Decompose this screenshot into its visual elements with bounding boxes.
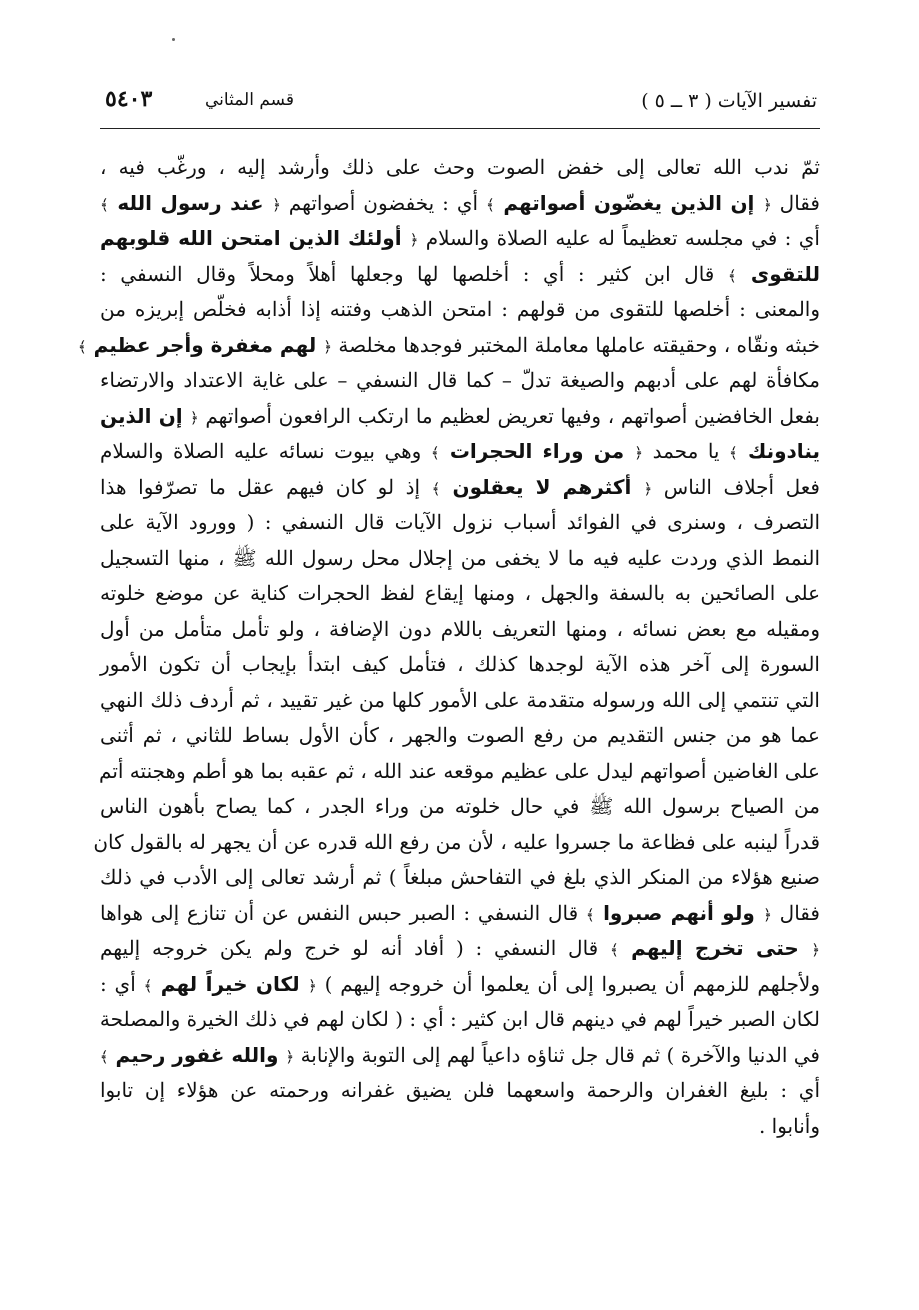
- header-title: تفسير الآيات ( ٣ ــ ٥ ): [641, 90, 817, 112]
- commentary-text: التي تنتمي إلى الله ورسوله متقدمة على الأمور كلها من غير تقييد ، ثم أردف ذلك النهي: [100, 687, 820, 712]
- commentary-text: بفعل الخافضين أصواتهم ، وفيها تعريض لعظيم ما ارتكب الرافعون أصواتهم: [198, 403, 820, 428]
- commentary-text: وأنابوا .: [758, 1113, 820, 1138]
- text-line: [100, 1002, 820, 1038]
- commentary-text: صنيع هؤلاء من المنكر الذي بلغ في التفاحش مبلغاً ) ثم أرشد تعالى إلى الأدب في ذلك: [100, 865, 820, 889]
- commentary-text: على الصائحين به بالسفة والجهل ، ومنها إيقاع لفظ الحجرات كناية عن موضع خلوته: [100, 581, 821, 605]
- commentary-text: مكافأة لهم على أدبهم والصيغة تدلّ – كما قال النسفي – على غاية الاعتداد والارتضاء: [100, 368, 820, 392]
- quran-verse: عند رسول الله: [108, 190, 273, 215]
- verse-bracket: ﴿: [285, 1047, 295, 1066]
- verse-bracket: ﴿: [323, 337, 333, 356]
- text-line: [100, 1109, 820, 1145]
- verse-bracket: ﴾: [100, 195, 109, 214]
- scan-speck: [172, 38, 175, 41]
- verse-bracket: ﴿: [634, 444, 644, 462]
- text-line: [93, 825, 820, 861]
- text-line: [100, 399, 820, 435]
- text-line: [100, 576, 820, 612]
- verse-bracket: ﴾: [585, 905, 595, 924]
- commentary-text: على الغاضين أصواتهم ليدل على عظيم موقعه عند الله ، ثم عقبه بما هو أطم وهجنته أتم: [99, 758, 820, 783]
- verse-bracket: ﴾: [143, 976, 153, 995]
- text-line: [100, 683, 820, 719]
- commentary-text: التصرف ، وسنرى في الفوائد أسباب نزول الآيات قال النسفي : ( وورود الآية على: [100, 510, 820, 534]
- page-number: ٥٤٠٣: [105, 86, 153, 112]
- text-line: [100, 434, 820, 470]
- verse-bracket: ﴿: [762, 195, 772, 214]
- text-line: [100, 505, 820, 541]
- verse-bracket: ﴿: [811, 941, 820, 959]
- text-line: [100, 967, 820, 1003]
- text-line: [100, 931, 820, 967]
- commentary-text: فعل أجلاف الناس: [652, 474, 820, 499]
- text-line: [100, 754, 820, 790]
- verse-bracket: ﴿: [308, 976, 317, 995]
- text-line: [100, 221, 820, 257]
- text-line: [100, 541, 820, 577]
- commentary-text: قدراً لينبه على فظاعة ما جسروا عليه ، لأن من رفع الله قدره عن أن يجهر له بالقول كان: [93, 829, 820, 854]
- commentary-text: من الصياح برسول الله ﷺ في حال خلوته من وراء الجدر ، كما يصاح بأهون الناس: [100, 794, 820, 818]
- commentary-text: قال النسفي : ( أفاد أنه لو خرج ولم يكن خروجه إليهم: [100, 936, 610, 960]
- verse-bracket: ﴿: [189, 408, 199, 427]
- text-line: [100, 292, 820, 328]
- quran-verse: والله غفور رحيم: [108, 1042, 286, 1067]
- text-line: [100, 647, 820, 683]
- running-header: [105, 82, 817, 124]
- verse-bracket: ﴾: [609, 941, 619, 959]
- verse-bracket: ﴾: [486, 195, 495, 214]
- commentary-text: ومقيله مع بعض نسائه ، ومنها التعريف باللام دون الإضافة ، ولو تأمل متأمل من أول: [100, 616, 820, 641]
- commentary-text: السورة إلى آخر هذه الآية لوجدها كذلك ، فتأمل كيف ابتدأ بإيجاب أن تكون الأمور: [100, 652, 820, 676]
- commentary-text: والمعنى : أخلصها للتقوى من قولهم : امتحن الذهب وفتنه إذا أذابه فخلّص إبريزه من: [100, 297, 820, 321]
- commentary-text: في الدنيا والآخرة ) ثم قال جل ثناؤه داعياً لهم إلى التوبة والإنابة: [294, 1042, 820, 1067]
- quran-verse: من وراء الحجرات: [439, 439, 635, 463]
- verse-bracket: ﴿: [409, 231, 419, 249]
- commentary-text: أي : في مجلسه تعظيماً له عليه الصلاة والسلام: [418, 226, 820, 250]
- verse-bracket: ﴿: [763, 905, 772, 924]
- quran-verse: حتى تخرج إليهم: [618, 936, 812, 960]
- text-line: [100, 150, 820, 186]
- commentary-text: خبثه ونقّاه ، وحقيقته عاملها معاملة المختبر فوجدها مخلصة: [332, 332, 820, 357]
- quran-verse: للتقوى: [736, 261, 820, 286]
- text-line: [100, 789, 820, 825]
- quran-verse: ينادونك: [737, 439, 820, 463]
- header-rule: [100, 128, 820, 129]
- quran-verse: أكثرهم لا يعقلون: [440, 474, 644, 499]
- text-line: [77, 328, 820, 364]
- text-line: [100, 718, 820, 754]
- commentary-text: قال ابن كثير : أي : أخلصها لها وجعلها أهلاً ومحلاً وقال النسفي :: [100, 261, 728, 286]
- text-line: [100, 860, 820, 896]
- verse-bracket: ﴾: [431, 479, 441, 498]
- commentary-text: أي :: [100, 971, 144, 996]
- text-line: [100, 612, 820, 648]
- commentary-text: وهي بيوت نسائه عليه الصلاة والسلام: [100, 439, 431, 463]
- body-text: [77, 150, 821, 1144]
- commentary-text: ولأجلهم للزمهم أن يصبروا إلى أن يعلموا أن خروجه إليهم ): [316, 971, 820, 996]
- quran-verse: لكان خيراً لهم: [152, 971, 309, 996]
- text-line: [100, 470, 820, 506]
- verse-bracket: ﴾: [77, 337, 87, 356]
- commentary-text: قال النسفي : الصبر حبس النفس عن أن تنازع إلى هواها: [100, 900, 586, 925]
- text-line: [100, 186, 820, 222]
- commentary-text: عما هو من جنس التقديم من رفع الصوت والجهر ، كأن الأول بساط للثاني ، ثم أثنى: [100, 723, 820, 747]
- text-line: [100, 257, 820, 293]
- commentary-text: لكان الصبر خيراً لهم في دينهم قال ابن كثير : أي : ( لكان لهم في ذلك الخيرة والمصلحة: [99, 1007, 820, 1031]
- commentary-text: أي : بليغ الغفران والرحمة واسعهما فلن يضيق غفرانه ورحمته عن هؤلاء إن تابوا: [100, 1078, 820, 1102]
- header-section: قسم المثاني: [205, 90, 294, 110]
- verse-bracket: ﴾: [430, 444, 440, 462]
- quran-verse: لهم مغفرة وأجر عظيم: [86, 332, 324, 357]
- text-line: [100, 1073, 820, 1109]
- commentary-text: ثمّ ندب الله تعالى إلى خفض الصوت وحث على ذلك وأرشد إليه ، ورغّب فيه ،: [100, 155, 820, 179]
- text-line: [100, 896, 820, 932]
- verse-bracket: ﴾: [729, 444, 738, 462]
- commentary-text: يا محمد: [643, 439, 730, 463]
- quran-verse: إن الذين يغضّون أصواتهم: [494, 190, 763, 215]
- quran-verse: إن الذين: [100, 403, 190, 428]
- commentary-text: فقال: [771, 900, 820, 925]
- text-line: [100, 363, 820, 399]
- verse-bracket: ﴾: [727, 266, 737, 285]
- commentary-text: النمط الذي وردت عليه فيه ما لا يخفى من إجلال محل رسول الله ﷺ ، منها التسجيل: [100, 545, 820, 570]
- quran-verse: ولو أنهم صبروا: [594, 900, 764, 925]
- verse-bracket: ﴿: [272, 195, 281, 214]
- commentary-text: إذ لو كان فيهم عقل ما تصرّفوا هذا: [100, 474, 432, 499]
- commentary-text: فقال: [771, 190, 820, 215]
- verse-bracket: ﴾: [99, 1047, 109, 1066]
- text-line: [100, 1038, 820, 1074]
- verse-bracket: ﴿: [643, 479, 653, 498]
- commentary-text: أي : يخفضون أصواتهم: [280, 190, 486, 215]
- quran-verse: أولئك الذين امتحن الله قلوبهم: [100, 226, 410, 250]
